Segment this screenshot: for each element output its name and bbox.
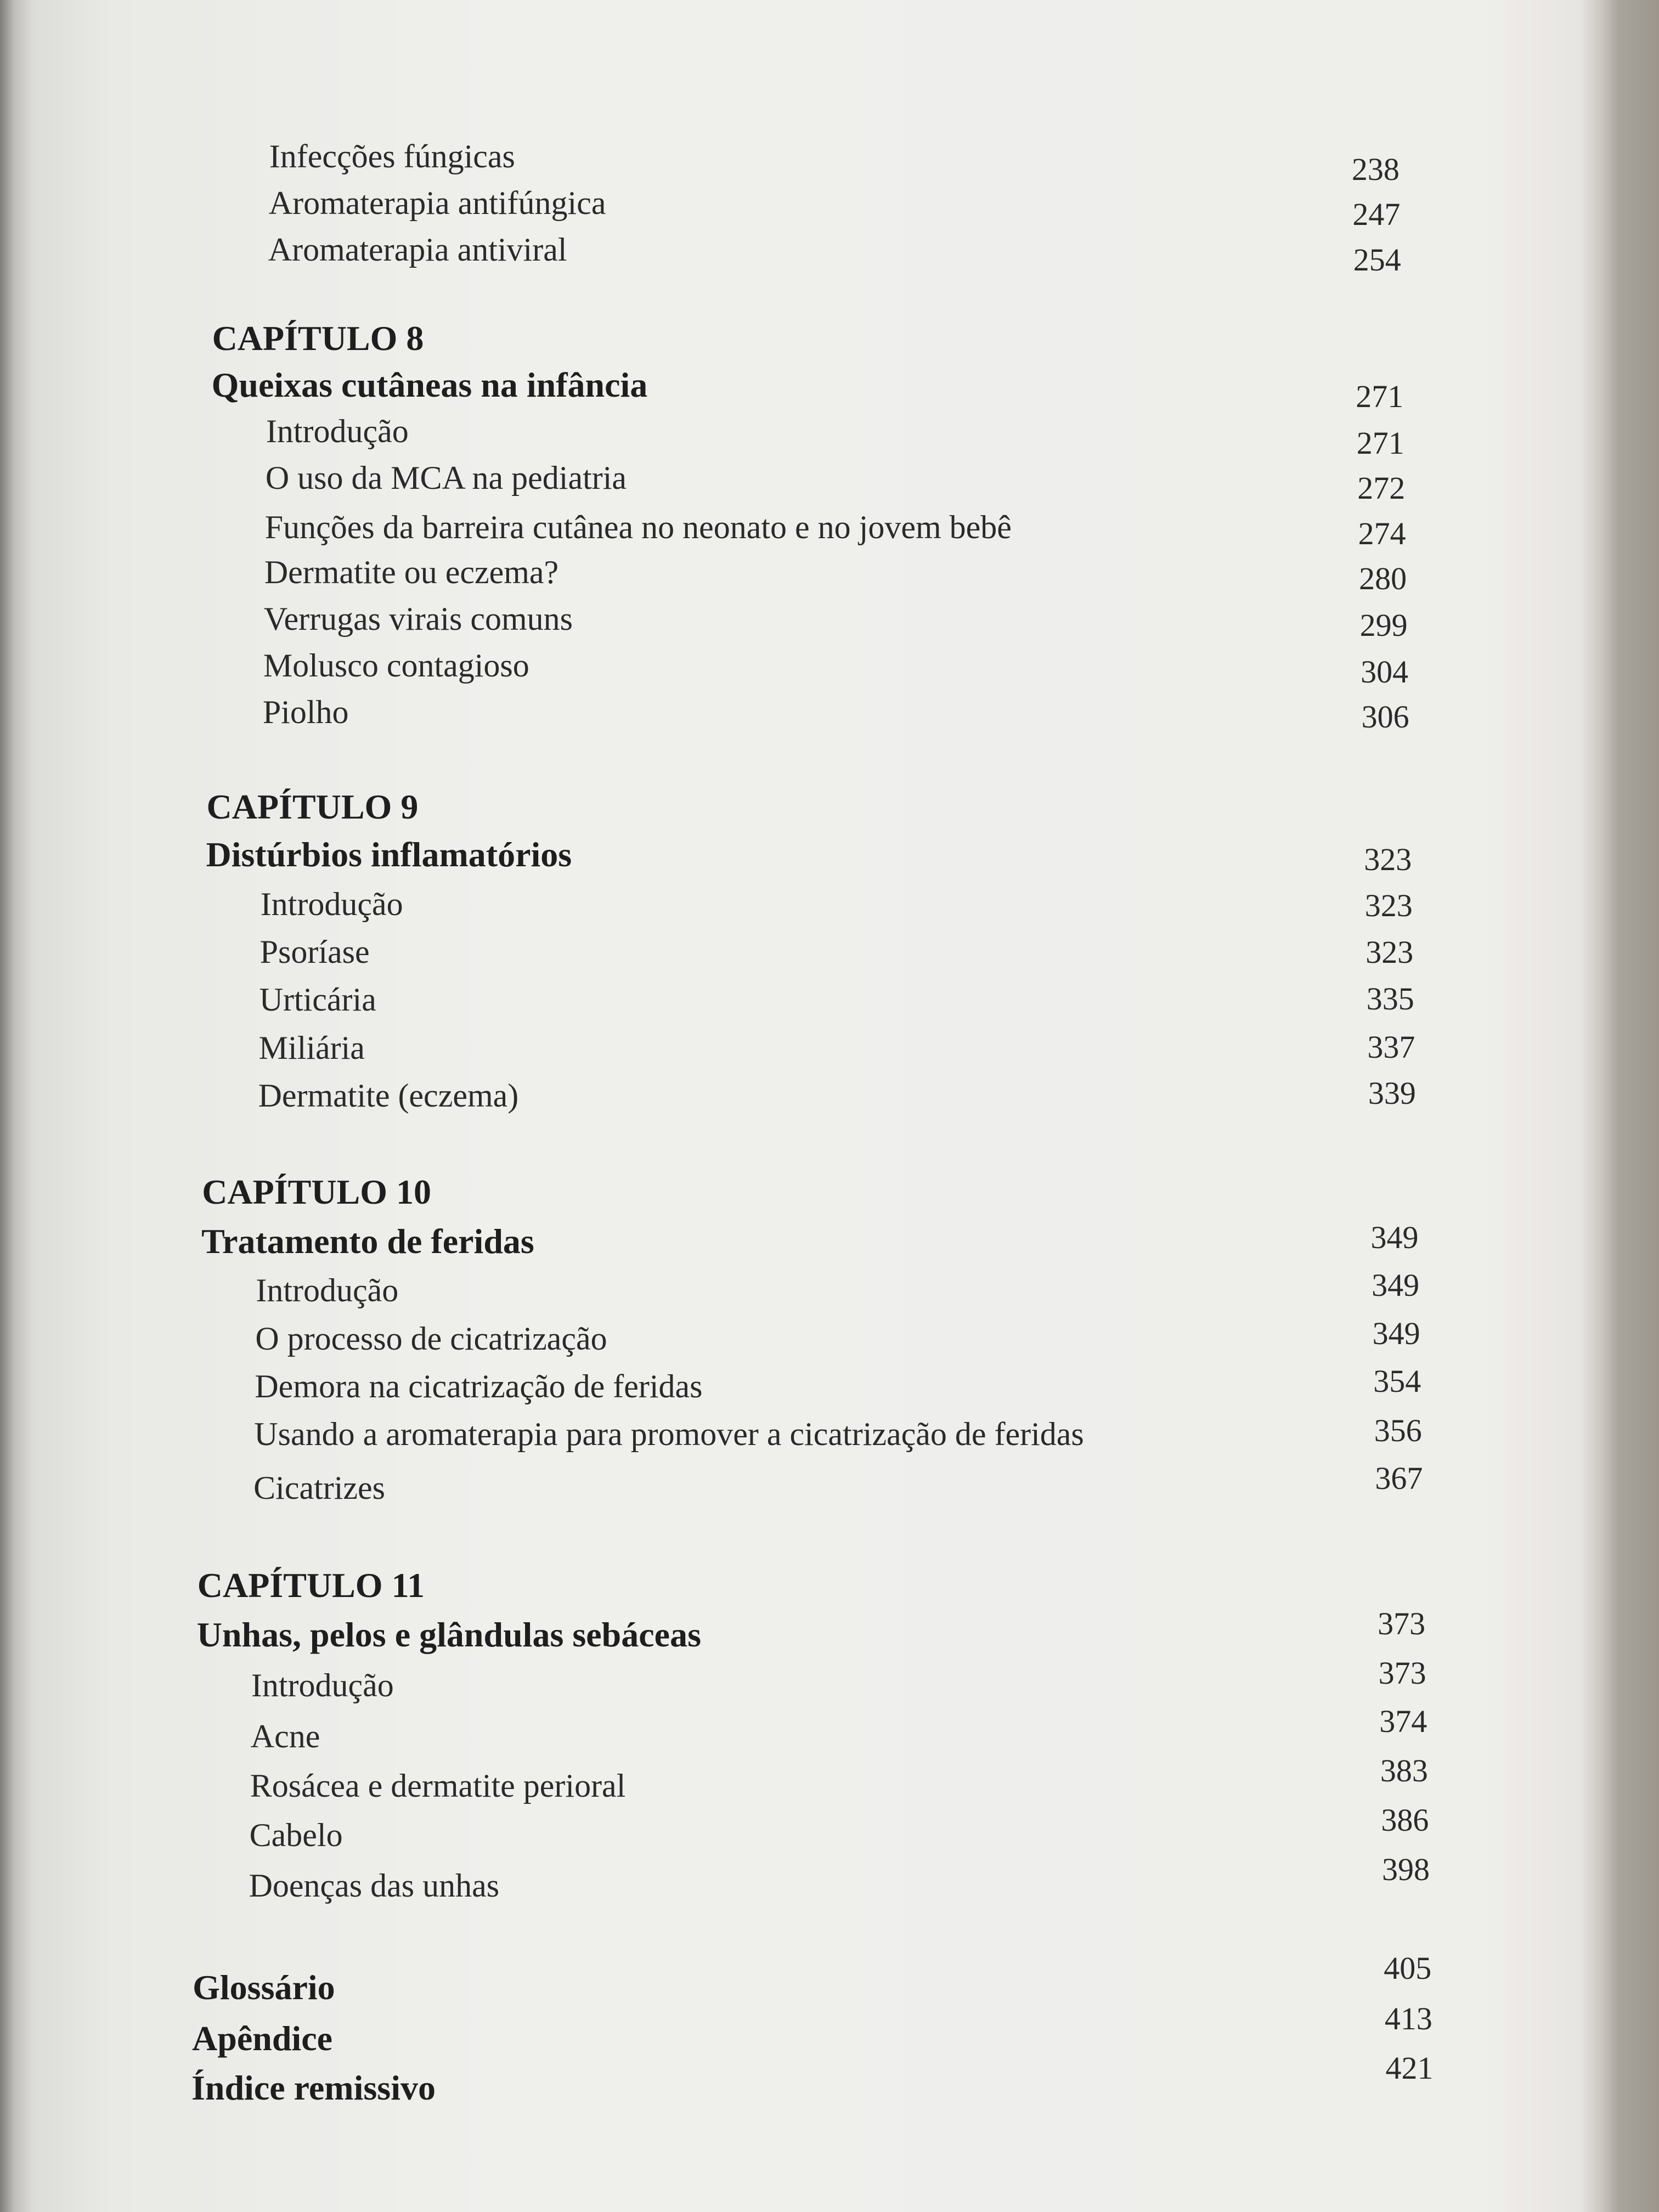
page-number: 374 <box>1379 1703 1427 1739</box>
page-number: 398 <box>1382 1851 1430 1887</box>
toc-entry: Aromaterapia antifúngica <box>268 184 606 221</box>
page-number: 274 <box>1358 515 1406 551</box>
back-matter-entry: Apêndice <box>192 2018 332 2058</box>
page-number: 299 <box>1359 607 1408 643</box>
page-number: 247 <box>1352 196 1401 233</box>
page-number: 405 <box>1384 1950 1432 1986</box>
chapter-title: Distúrbios inflamatórios <box>206 835 572 874</box>
toc-entry: O uso da MCA na pediatria <box>265 460 627 496</box>
toc-entry: Verrugas virais comuns <box>263 601 573 637</box>
page-number: 335 <box>1366 981 1414 1017</box>
page-number: 254 <box>1353 241 1401 278</box>
page-number: 337 <box>1367 1029 1415 1065</box>
page-number: 272 <box>1357 470 1406 506</box>
page-number: 356 <box>1374 1412 1422 1448</box>
page-number: 271 <box>1356 425 1404 461</box>
page-number: 383 <box>1380 1752 1428 1788</box>
page-number: 349 <box>1372 1267 1420 1304</box>
page-number: 354 <box>1373 1363 1421 1399</box>
toc-entry: Urticária <box>259 981 376 1018</box>
back-matter-entry: Glossário <box>193 1967 335 2007</box>
page-number: 373 <box>1378 1655 1426 1691</box>
toc-entry: O processo de cicatrização <box>255 1320 607 1357</box>
chapter-label: CAPÍTULO 8 <box>212 319 424 358</box>
toc-entry: Funções da barreira cutânea no neonato e no jovem bebê <box>264 509 1012 546</box>
page-number: 306 <box>1361 698 1409 735</box>
page-number: 386 <box>1381 1802 1429 1838</box>
back-matter-entry: Índice remissivo <box>191 2068 436 2107</box>
page-number: 323 <box>1364 888 1413 924</box>
page-number: 280 <box>1359 560 1407 596</box>
page-number: 271 <box>1356 379 1404 415</box>
chapter-label: CAPÍTULO 10 <box>202 1172 432 1211</box>
chapter-label: CAPÍTULO 9 <box>206 787 419 826</box>
toc-entry: Introdução <box>256 1272 399 1309</box>
toc-entry: Dermatite (eczema) <box>258 1077 519 1114</box>
page-number: 373 <box>1378 1606 1426 1642</box>
toc-entry: Infecções fúngicas <box>269 138 515 174</box>
toc-entry: Usando a aromaterapia para promover a cicatrização de feridas <box>254 1416 1084 1453</box>
chapter-title: Unhas, pelos e glândulas sebáceas <box>196 1615 701 1655</box>
toc-entry: Rosácea e dermatite perioral <box>250 1767 626 1804</box>
page-number: 349 <box>1370 1219 1419 1255</box>
toc-entry: Introdução <box>260 885 403 922</box>
page-number: 304 <box>1361 653 1409 690</box>
page-number: 323 <box>1364 841 1412 877</box>
page-number: 367 <box>1375 1460 1423 1497</box>
toc-entry: Psoríase <box>259 934 370 970</box>
toc-entry: Doenças das unhas <box>249 1867 500 1904</box>
page-number: 349 <box>1372 1315 1420 1351</box>
page-number: 421 <box>1385 2050 1434 2086</box>
toc-entry: Acne <box>250 1718 320 1754</box>
toc-entry: Dermatite ou eczema? <box>264 554 559 591</box>
page-number: 339 <box>1368 1075 1416 1111</box>
toc-entry: Piolho <box>262 693 349 730</box>
toc-entry: Introdução <box>266 413 409 450</box>
toc-entry: Cabelo <box>249 1816 343 1853</box>
chapter-title: Queixas cutâneas na infância <box>211 365 648 404</box>
page-number: 323 <box>1365 934 1414 970</box>
toc-entry: Cicatrizes <box>253 1470 386 1506</box>
toc-entry: Demora na cicatrização de feridas <box>255 1368 703 1405</box>
toc-entry: Aromaterapia antiviral <box>268 231 567 268</box>
chapter-title: Tratamento de feridas <box>201 1221 534 1261</box>
toc-entry: Introdução <box>251 1667 394 1704</box>
page-number: 413 <box>1384 2001 1432 2037</box>
toc-entry: Miliária <box>258 1029 365 1066</box>
toc-entry: Molusco contagioso <box>263 647 529 684</box>
page-number: 238 <box>1351 151 1400 188</box>
chapter-label: CAPÍTULO 11 <box>197 1566 425 1605</box>
